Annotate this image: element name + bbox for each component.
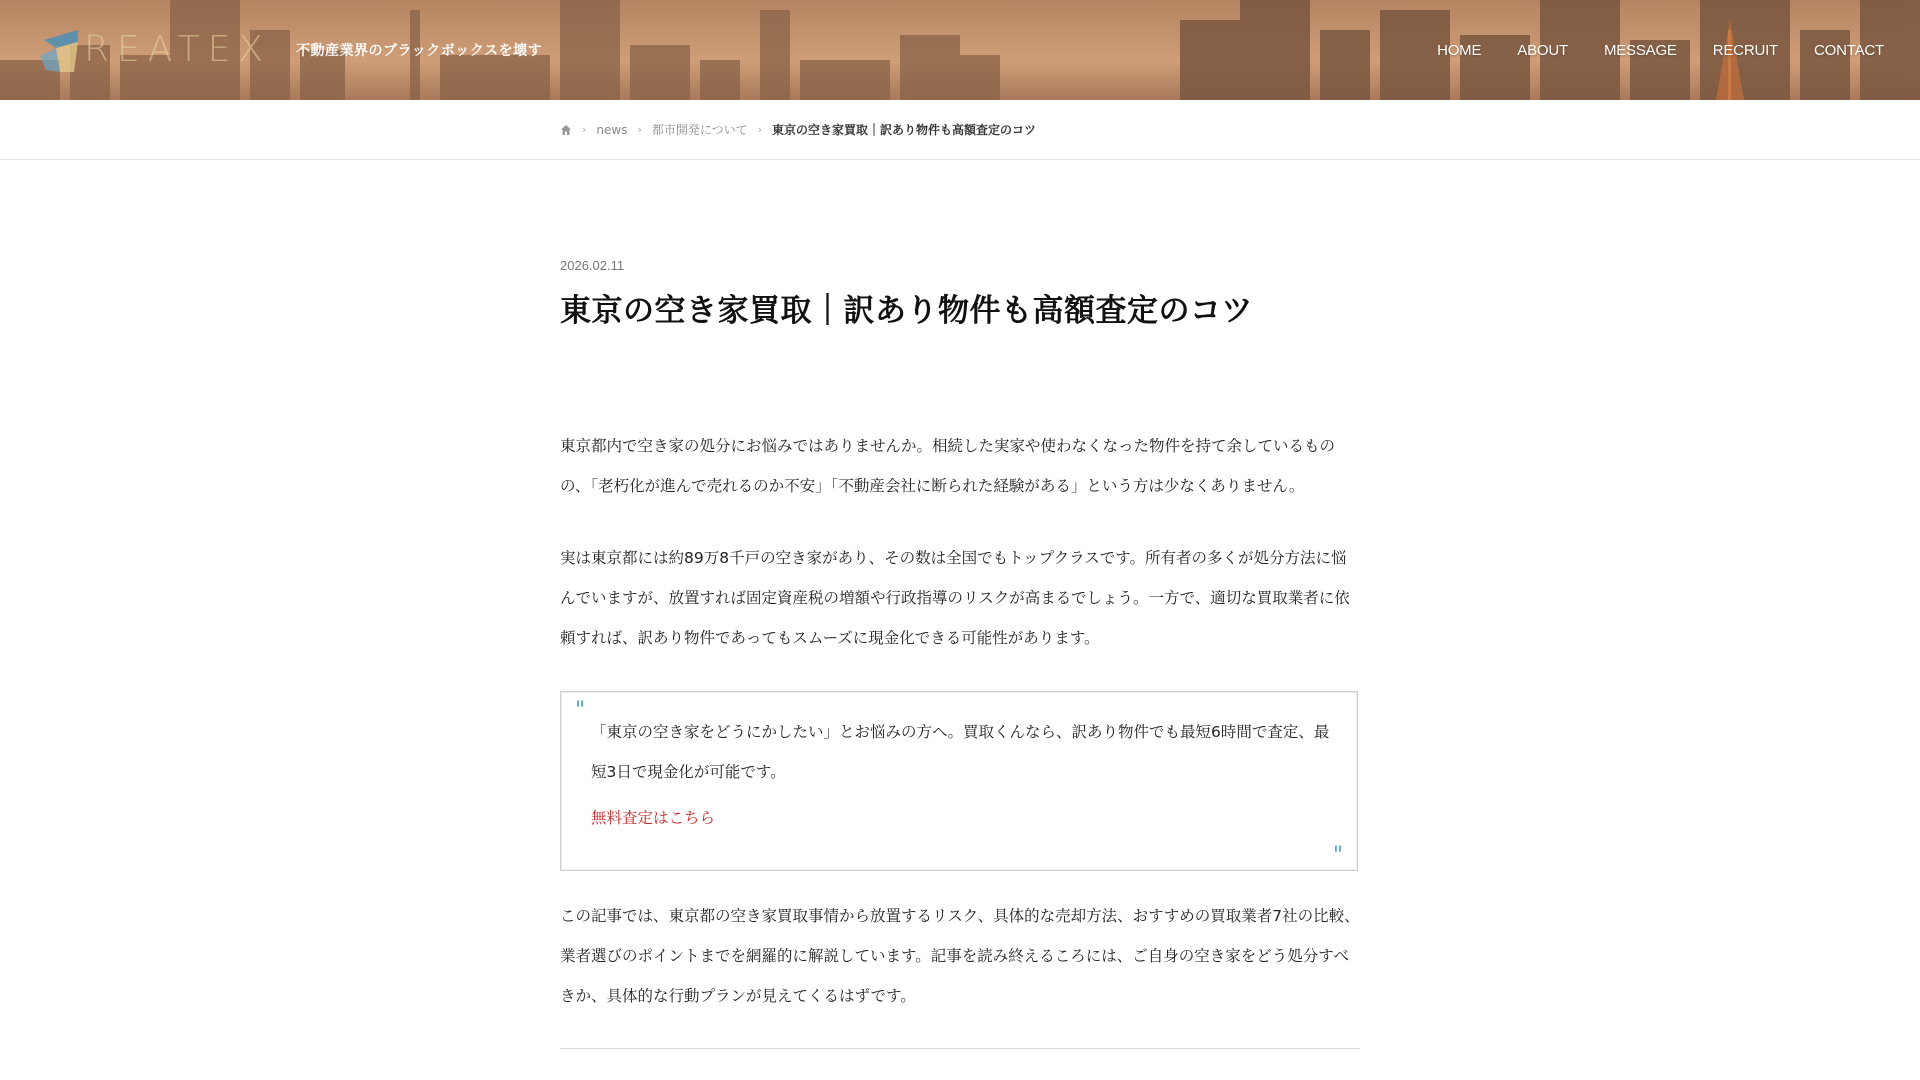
site-tagline: 不動産業界のブラックボックスを壊す <box>296 43 543 59</box>
chevron-right-icon: › <box>637 123 642 136</box>
article-paragraph-2: 実は東京都には約89万8千戸の空き家があり、その数は全国でもトップクラスです。所有者の多くが処分方法に悩んでいますが、放置すれば固定資産税の増額や行政指導のリスクが高まるでしょう。一方で、適切な買取業者に依頼すれば、訳あり物件であってもスムーズに現金化できる可能性があります。 <box>560 549 1350 647</box>
chevron-right-icon: › <box>582 123 587 136</box>
logo-text: REATEX <box>84 29 271 70</box>
article-title: 東京の空き家買取｜訳あり物件も高額査定のコツ <box>560 293 1253 329</box>
site-header <box>0 0 1920 100</box>
logo-mark-icon <box>38 26 90 74</box>
breadcrumb-bar <box>0 100 1920 160</box>
home-icon[interactable] <box>560 124 572 136</box>
nav-message[interactable]: MESSAGE <box>1603 41 1677 59</box>
nav-about[interactable]: ABOUT <box>1517 41 1568 59</box>
site-logo[interactable] <box>38 26 271 74</box>
breadcrumb-news[interactable]: news <box>596 122 628 137</box>
quote-close-icon: " <box>1332 843 1343 868</box>
article-paragraph-3: この記事では、東京都の空き家買取事情から放置するリスク、具体的な売却方法、おすすめの買取業者7社の比較、業者選びのポイントまでを網羅的に解説しています。記事を読み終えるころには、ご自身の空き家をどう処分すべきか、具体的な行動プランが見えてくるはずです。 <box>560 907 1360 1005</box>
breadcrumb-current: 東京の空き家買取｜訳あり物件も高額査定のコツ <box>772 123 1037 137</box>
nav-contact[interactable]: CONTACT <box>1814 41 1884 59</box>
main-nav <box>1401 0 1884 100</box>
nav-home[interactable]: HOME <box>1437 41 1482 59</box>
article-date: 2026.02.11 <box>560 258 625 273</box>
article-paragraph-1: 東京都内で空き家の処分にお悩みではありませんか。相続した実家や使わなくなった物件を持て余しているものの、「老朽化が進んで売れるのか不安」「不動産会社に断られた経験がある」という方は少なくありません。 <box>560 437 1336 495</box>
quote-text: 「東京の空き家をどうにかしたい」とお悩みの方へ。買取くんなら、訳あり物件でも最短6時間で査定、最短3日で現金化が可能です。 <box>591 723 1330 781</box>
breadcrumb <box>560 100 1036 159</box>
chevron-right-icon: › <box>757 123 763 136</box>
quote-open-icon: " <box>575 698 586 723</box>
content-divider <box>560 1048 1360 1049</box>
nav-recruit[interactable]: RECRUIT <box>1712 41 1779 59</box>
blockquote-box <box>560 691 1358 871</box>
free-assessment-link[interactable]: 無料査定はこちら <box>591 809 716 827</box>
breadcrumb-category[interactable]: 都市開発について <box>651 123 748 137</box>
article <box>560 258 1360 1005</box>
